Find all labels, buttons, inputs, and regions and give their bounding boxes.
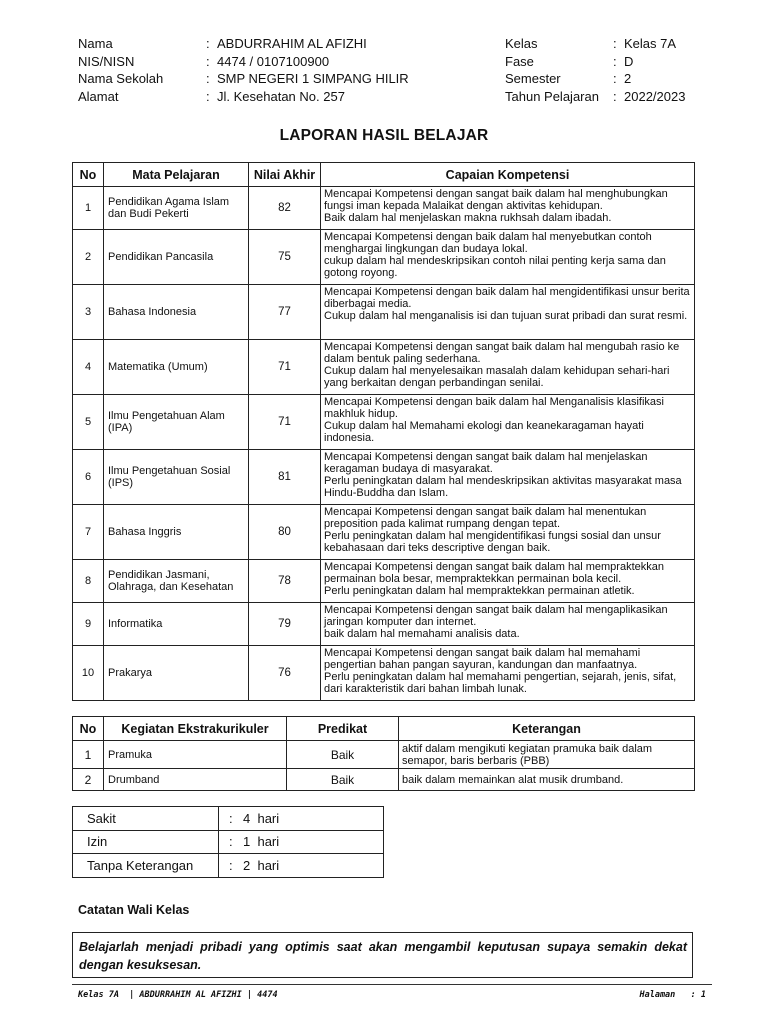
extra-col-header-no: No [73,717,104,741]
grade-row [73,560,695,603]
info-row-year: Tahun Pelajaran : 2022/2023 [505,89,686,105]
grade-subject: Bahasa Inggris [104,505,249,560]
info-row-nama: Nama : ABDURRAHIM AL AFIZHI [78,36,367,51]
extra-activity: Drumband [104,769,287,791]
attendance-count: 4 [243,810,251,826]
grade-no: 1 [73,187,104,230]
grade-no: 8 [73,560,104,603]
grade-score: 79 [249,603,321,646]
extra-col-header-predicate: Predikat [287,717,399,741]
grade-subject: Bahasa Indonesia [104,285,249,340]
extracurricular-row [73,741,695,769]
report-title: LAPORAN HASIL BELAJAR [279,127,489,144]
grade-no: 6 [73,450,104,505]
attendance-label: Tanpa Keterangan [73,854,219,878]
attendance-label: Sakit [73,807,219,831]
grade-row [73,230,695,285]
grade-competency: Mencapai Kompetensi dengan sangat baik dalam hal memahami pengertian bahan pangan sayuran, kandungan dan manfaatnya. Perlu peningkatan dalam hal memahami pengertian, sejarah, jenis, sifat, dari karakteristik dari bahan limbah lunak. [321,646,695,701]
grade-no: 7 [73,505,104,560]
attendance-count: 2 [243,857,251,873]
info-row-phase: Fase : D [505,53,634,69]
grade-competency: Mencapai Kompetensi dengan sangat baik dalam hal mengubah rasio ke dalam bentuk paling sederhana. Cukup dalam hal menyelesaikan masalah dalam kehidupan sehari-hari yang berkaitan dengan perbandingan senilai. [321,340,695,395]
extra-predicate: Baik [287,769,399,791]
grade-subject: Pendidikan Pancasila [104,230,249,285]
grade-no: 10 [73,646,104,701]
extracurricular-table [72,716,695,791]
student-name: ABDURRAHIM AL AFIZHI [217,36,367,51]
grade-competency: Mencapai Kompetensi dengan baik dalam hal mengidentifikasi unsur berita diberbagai media. Cukup dalam hal menganalisis isi dan tujuan surat pribadi dan surat resmi. [321,285,695,340]
attendance-separator: : [229,857,233,873]
grade-subject: Prakarya [104,646,249,701]
grade-row [73,603,695,646]
grade-subject: Pendidikan Agama Islam dan Budi Pekerti [104,187,249,230]
grade-row [73,646,695,701]
attendance-value [219,807,384,831]
grade-competency: Mencapai Kompetensi dengan baik dalam hal menyebutkan contoh menghargai lingkungan dan budaya lokal. cukup dalam hal mendeskripsikan contoh nilai penting kerja sama dan gotong royong. [321,230,695,285]
year-value: 2022/2023 [624,89,686,105]
semester-value: 2 [624,71,632,87]
info-row-class: Kelas : Kelas 7A [505,36,677,51]
extra-no: 1 [73,741,104,769]
attendance-row [73,854,384,878]
grade-competency: Mencapai Kompetensi dengan sangat baik dalam hal mengaplikasikan jaringan komputer dan internet. baik dalam hal memahami analisis data. [321,603,695,646]
grade-no: 2 [73,230,104,285]
homeroom-note-title: Catatan Wali Kelas [78,903,190,917]
info-row-semester: Semester : 2 [505,71,632,87]
grade-row [73,187,695,230]
grade-score: 76 [249,646,321,701]
grade-score: 77 [249,285,321,340]
attendance-count: 1 [243,834,251,850]
col-header-no: No [73,163,104,187]
extra-predicate: Baik [287,741,399,769]
attendance-body [73,807,384,878]
footer-divider [72,984,712,985]
grade-score: 71 [249,340,321,395]
attendance-value [219,830,384,854]
grade-subject: Ilmu Pengetahuan Alam (IPA) [104,395,249,450]
col-header-score: Nilai Akhir [249,163,321,187]
extra-no: 2 [73,769,104,791]
attendance-unit: hari [257,834,280,850]
grades-table [72,162,695,701]
col-header-subject: Mata Pelajaran [104,163,249,187]
grade-subject: Ilmu Pengetahuan Sosial (IPS) [104,450,249,505]
extra-col-header-activity: Kegiatan Ekstrakurikuler [104,717,287,741]
footer-left: Kelas 7A | ABDURRAHIM AL AFIZHI | 4474 [78,990,278,1000]
grade-row [73,285,695,340]
extra-note: baik dalam memainkan alat musik drumband. [399,769,695,791]
extra-activity: Pramuka [104,741,287,769]
grade-competency: Mencapai Kompetensi dengan sangat baik dalam hal mempraktekkan permainan bola besar, mempraktekkan permainan bola kecil. Perlu peningkatan dalam hal mempraktekkan permainan atletik. [321,560,695,603]
grades-header-row [73,163,695,187]
student-info-right [505,35,705,106]
grade-no: 5 [73,395,104,450]
grade-subject: Matematika (Umum) [104,340,249,395]
extracurricular-body [73,741,695,791]
homeroom-note-box: Belajarlah menjadi pribadi yang optimis saat akan mengambil keputusan supaya semakin dekat dengan kesuksesan. [72,932,693,978]
grade-competency: Mencapai Kompetensi dengan sangat baik dalam hal menghubungkan fungsi iman kepada Malaikat dengan aktivitas kehidupan. Baik dalam hal menjelaskan makna rukhsah dalam ibadah. [321,187,695,230]
extracurricular-row [73,769,695,791]
attendance-label: Izin [73,830,219,854]
grade-subject: Informatika [104,603,249,646]
attendance-unit: hari [257,810,280,826]
class-value: Kelas 7A [624,36,677,51]
info-row-address: Alamat : Jl. Kesehatan No. 257 [78,89,345,105]
grade-no: 3 [73,285,104,340]
attendance-table [72,806,384,878]
grade-row [73,395,695,450]
grade-no: 4 [73,340,104,395]
extra-col-header-note: Keterangan [399,717,695,741]
school-address: Jl. Kesehatan No. 257 [217,89,345,105]
school-name: SMP NEGERI 1 SIMPANG HILIR [217,71,409,87]
grade-row [73,340,695,395]
grade-subject: Pendidikan Jasmani, Olahraga, dan Kesehatan [104,560,249,603]
grade-competency: Mencapai Kompetensi dengan baik dalam hal Menganalisis klasifikasi makhluk hidup. Cukup dalam hal Memahami ekologi dan keanekaragaman hayati indonesia. [321,395,695,450]
grades-body [73,187,695,701]
grade-score: 82 [249,187,321,230]
grade-score: 71 [249,395,321,450]
grade-no: 9 [73,603,104,646]
col-header-competency: Capaian Kompetensi [321,163,695,187]
attendance-separator: : [229,834,233,850]
info-row-nis: NIS/NISN : 4474 / 0107100900 [78,53,330,69]
grade-row [73,450,695,505]
grade-competency: Mencapai Kompetensi dengan sangat baik dalam hal menjelaskan keragaman budaya di masyarakat. Perlu peningkatan dalam hal mendeskripsikan aktivitas masyarakat masa Hindu-Buddha dan Islam. [321,450,695,505]
phase-value: D [624,53,634,69]
grade-score: 81 [249,450,321,505]
attendance-row [73,830,384,854]
attendance-value [219,854,384,878]
grade-score: 78 [249,560,321,603]
grade-row [73,505,695,560]
grade-score: 80 [249,505,321,560]
extra-header-row [73,717,695,741]
footer-page: Halaman : 1 [639,990,706,1000]
extra-note: aktif dalam mengikuti kegiatan pramuka baik dalam semapor, baris berbaris (PBB) [399,741,695,769]
grade-score: 75 [249,230,321,285]
attendance-separator: : [229,810,233,826]
attendance-unit: hari [257,857,280,873]
student-info-left [78,35,478,106]
grade-competency: Mencapai Kompetensi dengan sangat baik dalam hal menentukan preposition pada kalimat rumpang dengan tepat. Perlu peningkatan dalam hal mengidentifikasi fungsi sosial dan unsur kebahasaan dari teks descriptive dengan baik. [321,505,695,560]
attendance-row [73,807,384,831]
info-row-school: Nama Sekolah : SMP NEGERI 1 SIMPANG HILIR [78,71,409,87]
student-nis: 4474 / 0107100900 [217,53,330,69]
